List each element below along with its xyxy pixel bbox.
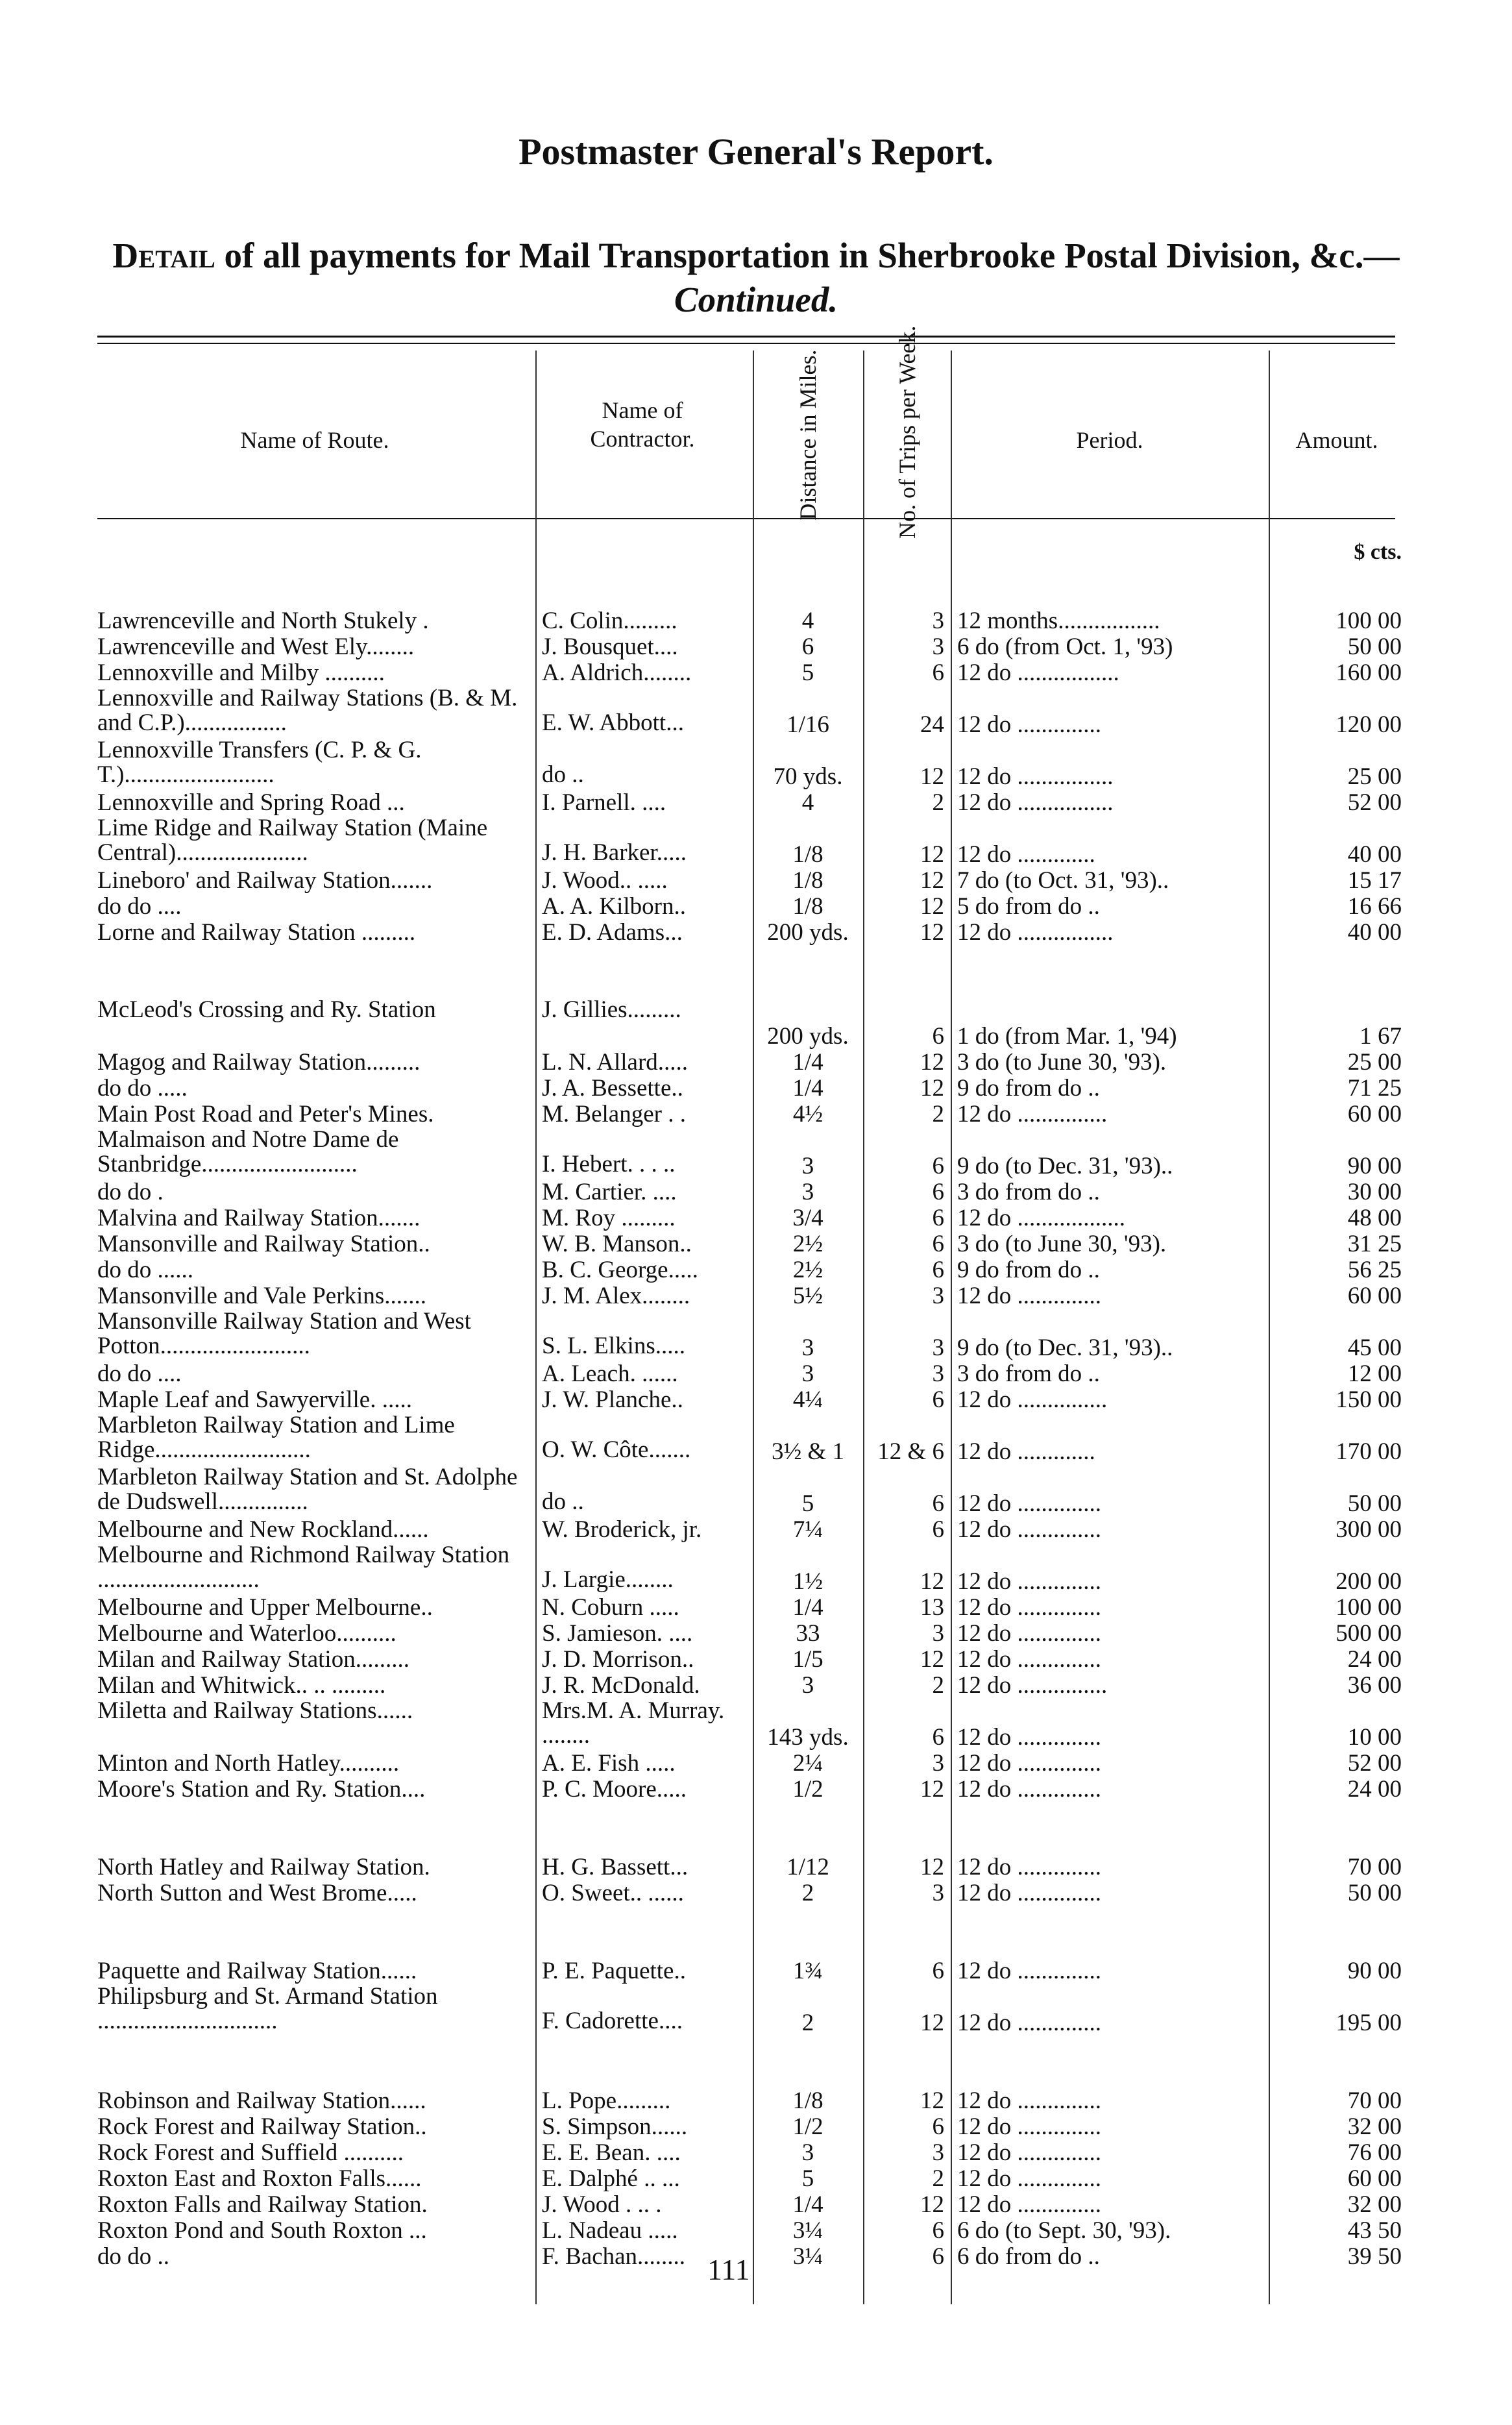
cell-period: 12 do .............. (957, 2165, 1101, 2192)
cell-distance: 1/8 (792, 841, 823, 868)
cell-route: Lime Ridge and Railway Station (Maine Central)...................... (97, 816, 488, 865)
cell-period: 3 do from do .. (957, 1360, 1100, 1387)
cell-trips: 3 (932, 1360, 944, 1387)
cell-contractor: J. Bousquet.... (542, 634, 678, 660)
cell-trips: 6 (932, 2243, 944, 2270)
cell-period: 9 do (to Dec. 31, '93).. (957, 1335, 1173, 1361)
cell-amount: 60 00 (1347, 1101, 1402, 1127)
cell-distance: 1/16 (786, 711, 829, 738)
cell-period: 12 months................. (957, 608, 1160, 634)
cell-period: 12 do .............. (957, 1516, 1101, 1543)
cell-period: 12 do .............. (957, 1724, 1101, 1751)
cell-route: Lawrenceville and North Stukely . (97, 608, 429, 634)
cell-distance: 1½ (792, 1568, 823, 1595)
cell-amount: 50 00 (1347, 1490, 1402, 1517)
cell-period: 12 do ............. (957, 841, 1095, 868)
cell-route: Milan and Railway Station......... (97, 1646, 409, 1673)
cell-period: 12 do ............... (957, 1672, 1108, 1699)
cell-period: 12 do .............. (957, 2010, 1101, 2036)
cell-contractor: A. E. Fish ..... (542, 1750, 676, 1777)
cell-period: 3 do (to June 30, '93). (957, 1231, 1167, 1257)
cell-contractor: J. Gillies......... (542, 998, 681, 1022)
cell-contractor: E. W. Abbott... (542, 711, 684, 735)
cell-contractor: L. Pope......... (542, 2087, 671, 2114)
cell-amount: 31 25 (1347, 1231, 1402, 1257)
cell-route: do do .. (97, 2243, 169, 2270)
cell-period: 12 do .............. (957, 711, 1101, 738)
cell-period: 12 do .............. (957, 1750, 1101, 1777)
cell-trips: 12 (920, 2087, 944, 2114)
cell-trips: 12 (920, 1776, 944, 1803)
cell-distance: 143 yds. (767, 1724, 849, 1751)
cell-amount: 50 00 (1347, 1880, 1402, 1906)
cell-amount: 90 00 (1347, 1153, 1402, 1179)
cell-period: 12 do .............. (957, 2139, 1101, 2166)
cell-period: 12 do ............... (957, 1101, 1108, 1127)
cell-distance: 3 (801, 1179, 814, 1205)
cell-trips: 12 (920, 841, 944, 868)
cell-trips: 12 (920, 919, 944, 946)
cell-distance: 1¾ (792, 1958, 823, 1984)
cell-distance: 3 (801, 2139, 814, 2166)
cell-contractor: J. Largie........ (542, 1568, 674, 1592)
cell-distance: 4 (801, 789, 814, 816)
cell-amount: 200 00 (1335, 1568, 1402, 1595)
cell-amount: 24 00 (1347, 1646, 1402, 1673)
cell-distance: 3/4 (792, 1205, 823, 1231)
cell-amount: 160 00 (1335, 659, 1402, 686)
cell-amount: 170 00 (1335, 1438, 1402, 1465)
cell-route: Minton and North Hatley.......... (97, 1750, 400, 1777)
cell-route: Marbleton Railway Station and Lime Ridge.......................... (97, 1413, 455, 1462)
cell-trips: 6 (932, 1257, 944, 1283)
cell-contractor: J. A. Bessette.. (542, 1075, 683, 1102)
cell-contractor: A. Leach. ...... (542, 1360, 678, 1387)
cell-contractor: F. Bachan........ (542, 2243, 686, 2270)
cell-route: Melbourne and Waterloo.......... (97, 1620, 396, 1647)
cell-period: 12 do .............. (957, 1646, 1101, 1673)
cell-period: 12 do ............. (957, 1438, 1095, 1465)
cell-distance: 1/4 (792, 2191, 823, 2218)
cell-trips: 6 (932, 1386, 944, 1413)
cell-trips: 12 (920, 1049, 944, 1076)
cell-contractor: I. Hebert. . . .. (542, 1152, 676, 1177)
cell-period: 12 do .............. (957, 1568, 1101, 1595)
cell-route: do do . (97, 1179, 164, 1205)
cell-trips: 6 (932, 1023, 944, 1050)
cell-trips: 2 (932, 2165, 944, 2192)
cell-route: Melbourne and New Rockland...... (97, 1516, 429, 1543)
cell-contractor: J. D. Morrison.. (542, 1646, 694, 1673)
cell-contractor: B. C. George..... (542, 1257, 698, 1283)
cell-amount: 12 00 (1347, 1360, 1402, 1387)
cell-trips: 6 (932, 1958, 944, 1984)
cell-distance: 3¼ (792, 2217, 823, 2244)
cell-distance: 3 (801, 1360, 814, 1387)
cell-period: 12 do .............. (957, 1880, 1101, 1906)
cell-period: 12 do .............. (957, 2191, 1101, 2218)
cell-distance: 200 yds. (767, 1023, 849, 1050)
cell-contractor: do .. (542, 763, 584, 787)
cell-trips: 12 (920, 2010, 944, 2036)
cell-route: Melbourne and Upper Melbourne.. (97, 1594, 433, 1621)
cell-trips: 3 (932, 1283, 944, 1309)
cell-distance: 3½ & 1 (771, 1438, 845, 1465)
cell-contractor: N. Coburn ..... (542, 1594, 679, 1621)
cell-trips: 3 (932, 1335, 944, 1361)
cell-period: 1 do (from Mar. 1, '94) (957, 1023, 1177, 1050)
cell-distance: 1/8 (792, 893, 823, 920)
cell-amount: 39 50 (1347, 2243, 1402, 2270)
cell-period: 7 do (to Oct. 31, '93).. (957, 867, 1169, 894)
cell-distance: 2¼ (792, 1750, 823, 1777)
cell-period: 12 do ................ (957, 763, 1114, 790)
cell-distance: 3 (801, 1335, 814, 1361)
cell-period: 12 do ................. (957, 659, 1119, 686)
cell-route: do do ..... (97, 1075, 188, 1102)
page-number: 111 (707, 2253, 750, 2286)
cell-contractor: S. Jamieson. .... (542, 1620, 693, 1647)
cell-route: McLeod's Crossing and Ry. Station (97, 998, 436, 1022)
cell-route: Lawrenceville and West Ely........ (97, 634, 415, 660)
cell-contractor: M. Belanger . . (542, 1101, 686, 1127)
cell-route: Milan and Whitwick.. .. ......... (97, 1672, 386, 1699)
cell-amount: 60 00 (1347, 2165, 1402, 2192)
heading-lead: Detail (112, 236, 215, 275)
cell-amount: 90 00 (1347, 1958, 1402, 1984)
cell-route: Malmaison and Notre Dame de Stanbridge.......................... (97, 1127, 399, 1177)
cell-amount: 10 00 (1347, 1724, 1402, 1751)
cell-distance: 1/12 (786, 1854, 829, 1880)
cell-contractor: W. Broderick, jr. (542, 1516, 702, 1543)
cell-amount: 56 25 (1347, 1257, 1402, 1283)
cell-trips: 24 (920, 711, 944, 738)
cell-trips: 12 & 6 (877, 1438, 944, 1465)
cell-route: Main Post Road and Peter's Mines. (97, 1101, 434, 1127)
cell-amount: 24 00 (1347, 1776, 1402, 1803)
cell-amount: 32 00 (1347, 2191, 1402, 2218)
cell-trips: 3 (932, 1880, 944, 1906)
header-contractor: Name of Contractor. (590, 397, 695, 452)
cell-period: 12 do ................ (957, 919, 1114, 946)
cell-contractor: C. Colin......... (542, 608, 677, 634)
cell-amount: 500 00 (1335, 1620, 1402, 1647)
cell-trips: 2 (932, 1672, 944, 1699)
cell-contractor: I. Parnell. .... (542, 789, 666, 816)
cell-contractor: J. Wood . .. . (542, 2191, 662, 2218)
cell-route: North Sutton and West Brome..... (97, 1880, 417, 1906)
cell-trips: 12 (920, 893, 944, 920)
cell-contractor: M. Cartier. .... (542, 1179, 677, 1205)
cell-contractor: Mrs.M. A. Murray. ........ (542, 1699, 725, 1748)
cell-trips: 12 (920, 1854, 944, 1880)
cell-amount: 50 00 (1347, 634, 1402, 660)
cell-route: Mansonville Railway Station and West Potton......................... (97, 1309, 471, 1359)
cell-route: Paquette and Railway Station...... (97, 1958, 417, 1984)
cell-distance: 3 (801, 1153, 814, 1179)
cell-amount: 76 00 (1347, 2139, 1402, 2166)
cell-route: Lennoxville and Railway Stations (B. & M. and C.P.)................. (97, 686, 518, 735)
cell-trips: 6 (932, 2113, 944, 2140)
cell-amount: 25 00 (1347, 1049, 1402, 1076)
cell-distance: 5 (801, 659, 814, 686)
cell-period: 12 do .............. (957, 1958, 1101, 1984)
cell-period: 6 do (from Oct. 1, '93) (957, 634, 1173, 660)
cell-amount: 40 00 (1347, 841, 1402, 868)
cell-contractor: S. Simpson...... (542, 2113, 688, 2140)
cell-period: 12 do .............. (957, 2113, 1101, 2140)
cell-contractor: P. E. Paquette.. (542, 1958, 686, 1984)
cell-amount: 70 00 (1347, 1854, 1402, 1880)
cell-distance: 1/4 (792, 1594, 823, 1621)
cell-period: 12 do .............. (957, 1620, 1101, 1647)
cell-amount: 48 00 (1347, 1205, 1402, 1231)
cell-distance: 1/4 (792, 1049, 823, 1076)
cell-amount: 120 00 (1335, 711, 1402, 738)
cell-period: 12 do .............. (957, 1854, 1101, 1880)
cell-period: 9 do (to Dec. 31, '93).. (957, 1153, 1173, 1179)
cell-trips: 2 (932, 789, 944, 816)
cell-trips: 6 (932, 1179, 944, 1205)
cell-distance: 200 yds. (767, 919, 849, 946)
cell-contractor: M. Roy ......... (542, 1205, 676, 1231)
cell-route: Lorne and Railway Station ......... (97, 919, 416, 946)
cell-route: Roxton Pond and South Roxton ... (97, 2217, 427, 2244)
cell-trips: 6 (932, 1516, 944, 1543)
cell-period: 12 do .............. (957, 1776, 1101, 1803)
cell-amount: 52 00 (1347, 789, 1402, 816)
cell-amount: 45 00 (1347, 1335, 1402, 1361)
cell-trips: 3 (932, 2139, 944, 2166)
cell-amount: 100 00 (1335, 608, 1402, 634)
cell-distance: 5 (801, 2165, 814, 2192)
cell-amount: 25 00 (1347, 763, 1402, 790)
cell-trips: 6 (932, 659, 944, 686)
cell-contractor: F. Cadorette.... (542, 2009, 683, 2034)
cell-period: 12 do .............. (957, 1490, 1101, 1517)
cell-period: 9 do from do .. (957, 1257, 1100, 1283)
cell-contractor: J. M. Alex........ (542, 1283, 690, 1309)
cell-period: 12 do ............... (957, 1386, 1108, 1413)
cell-distance: 5½ (792, 1283, 823, 1309)
cell-route: do do .... (97, 893, 182, 920)
cell-amount: 71 25 (1347, 1075, 1402, 1102)
cell-distance: 2 (801, 1880, 814, 1906)
cell-contractor: E. E. Bean. .... (542, 2139, 681, 2166)
cell-distance: 3¼ (792, 2243, 823, 2270)
cell-contractor: O. Sweet.. ...... (542, 1880, 684, 1906)
cell-trips: 13 (920, 1594, 944, 1621)
cell-route: Moore's Station and Ry. Station.... (97, 1776, 426, 1803)
cell-route: Magog and Railway Station......... (97, 1049, 421, 1076)
cell-amount: 43 50 (1347, 2217, 1402, 2244)
cell-route: Miletta and Railway Stations...... (97, 1699, 413, 1723)
cell-distance: 4¼ (792, 1386, 823, 1413)
cell-period: 12 do .............. (957, 2087, 1101, 2114)
cell-contractor: A. A. Kilborn.. (542, 893, 686, 920)
cell-contractor: E. D. Adams... (542, 919, 683, 946)
header-trips: No. of Trips per Week. (894, 325, 920, 539)
cell-trips: 3 (932, 634, 944, 660)
cell-period: 6 do (to Sept. 30, '93). (957, 2217, 1171, 2244)
cell-route: Lennoxville Transfers (C. P. & G. T.)......................... (97, 738, 422, 787)
heading-tail: Continued. (674, 280, 838, 319)
cell-distance: 70 yds. (773, 763, 843, 790)
cell-trips: 12 (920, 867, 944, 894)
cell-period: 12 do .............. (957, 1594, 1101, 1621)
cell-contractor: L. N. Allard..... (542, 1049, 689, 1076)
cell-trips: 6 (932, 1490, 944, 1517)
cell-contractor: S. L. Elkins..... (542, 1334, 685, 1359)
cell-route: Rock Forest and Suffield .......... (97, 2139, 404, 2166)
cell-amount: 1 67 (1360, 1023, 1402, 1050)
cell-distance: 7¼ (792, 1516, 823, 1543)
cell-distance: 2 (801, 2010, 814, 2036)
cell-amount: 195 00 (1335, 2010, 1402, 2036)
header-amount: Amount. (1295, 427, 1378, 453)
cell-distance: 33 (796, 1620, 820, 1647)
cell-trips: 3 (932, 1750, 944, 1777)
cell-amount: 70 00 (1347, 2087, 1402, 2114)
cell-contractor: O. W. Côte....... (542, 1438, 691, 1462)
cell-route: Maple Leaf and Sawyerville. ..... (97, 1386, 412, 1413)
cell-period: 12 do .............. (957, 1283, 1101, 1309)
cell-distance: 1/8 (792, 867, 823, 894)
cell-amount: 36 00 (1347, 1672, 1402, 1699)
cell-trips: 2 (932, 1101, 944, 1127)
cell-route: Marbleton Railway Station and St. Adolphe de Dudswell............... (97, 1465, 518, 1514)
cell-amount: 30 00 (1347, 1179, 1402, 1205)
cell-contractor: H. G. Bassett... (542, 1854, 689, 1880)
cell-distance: 4½ (792, 1101, 823, 1127)
cell-route: Roxton Falls and Railway Station. (97, 2191, 428, 2218)
heading-main: of all payments for Mail Transportation in Sherbrooke Postal Division, &c.— (224, 236, 1400, 275)
cell-distance: 1/8 (792, 2087, 823, 2114)
cell-contractor: L. Nadeau ..... (542, 2217, 678, 2244)
cell-period: 6 do from do .. (957, 2243, 1100, 2270)
cell-period: 12 do ................ (957, 789, 1114, 816)
cell-trips: 6 (932, 2217, 944, 2244)
cell-trips: 6 (932, 1153, 944, 1179)
cell-distance: 1/2 (792, 2113, 823, 2140)
cell-distance: 4 (801, 608, 814, 634)
cell-trips: 3 (932, 1620, 944, 1647)
cell-period: 5 do from do .. (957, 893, 1100, 920)
cell-contractor: J. H. Barker..... (542, 841, 687, 865)
cell-period: 12 do .................. (957, 1205, 1125, 1231)
cell-route: Lennoxville and Spring Road ... (97, 789, 405, 816)
cell-trips: 6 (932, 1205, 944, 1231)
cell-amount: 32 00 (1347, 2113, 1402, 2140)
cell-distance: 3 (801, 1672, 814, 1699)
cell-trips: 12 (920, 1646, 944, 1673)
cell-period: 3 do (to June 30, '93). (957, 1049, 1167, 1076)
cell-trips: 6 (932, 1231, 944, 1257)
cell-trips: 6 (932, 1724, 944, 1751)
cell-distance: 1/4 (792, 1075, 823, 1102)
cell-contractor: W. B. Manson.. (542, 1231, 692, 1257)
cell-route: Lennoxville and Milby .......... (97, 659, 385, 686)
cell-distance: 1/5 (792, 1646, 823, 1673)
cell-contractor: do .. (542, 1490, 584, 1514)
header-route: Name of Route. (240, 427, 389, 453)
units-label: $ cts. (1354, 540, 1402, 564)
cell-route: Mansonville and Railway Station.. (97, 1231, 430, 1257)
cell-route: do do .... (97, 1360, 182, 1387)
report-title: Postmaster General's Report. (518, 130, 994, 173)
cell-trips: 12 (920, 1568, 944, 1595)
cell-route: Roxton East and Roxton Falls...... (97, 2165, 422, 2192)
cell-trips: 3 (932, 608, 944, 634)
cell-distance: 6 (801, 634, 814, 660)
cell-route: Malvina and Railway Station....... (97, 1205, 421, 1231)
cell-trips: 12 (920, 763, 944, 790)
cell-distance: 2½ (792, 1257, 823, 1283)
cell-route: Robinson and Railway Station...... (97, 2087, 426, 2114)
header-period: Period. (1076, 427, 1143, 453)
header-distance: Distance in Miles. (795, 349, 821, 521)
cell-route: do do ...... (97, 1257, 193, 1283)
cell-amount: 15 17 (1347, 867, 1402, 894)
cell-contractor: A. Aldrich........ (542, 659, 692, 686)
cell-contractor: J. R. McDonald. (542, 1672, 700, 1699)
cell-route: Mansonville and Vale Perkins....... (97, 1283, 426, 1309)
cell-amount: 52 00 (1347, 1750, 1402, 1777)
cell-amount: 60 00 (1347, 1283, 1402, 1309)
cell-route: Rock Forest and Railway Station.. (97, 2113, 427, 2140)
cell-contractor: P. C. Moore..... (542, 1776, 687, 1803)
cell-contractor: J. W. Planche.. (542, 1386, 683, 1413)
cell-distance: 5 (801, 1490, 814, 1517)
cell-amount: 300 00 (1335, 1516, 1402, 1543)
cell-contractor: J. Wood.. ..... (542, 867, 668, 894)
cell-period: 3 do from do .. (957, 1179, 1100, 1205)
cell-amount: 100 00 (1335, 1594, 1402, 1621)
cell-trips: 12 (920, 1075, 944, 1102)
cell-route: North Hatley and Railway Station. (97, 1854, 430, 1880)
cell-amount: 150 00 (1335, 1386, 1402, 1413)
cell-amount: 40 00 (1347, 919, 1402, 946)
cell-distance: 1/2 (792, 1776, 823, 1803)
cell-contractor: E. Dalphé .. ... (542, 2165, 680, 2192)
cell-trips: 12 (920, 2191, 944, 2218)
cell-amount: 16 66 (1347, 893, 1402, 920)
cell-route: Melbourne and Richmond Railway Station ........................... (97, 1543, 510, 1592)
cell-period: 9 do from do .. (957, 1075, 1100, 1102)
cell-route: Philipsburg and St. Armand Station .............................. (97, 1984, 438, 2034)
cell-route: Lineboro' and Railway Station....... (97, 867, 433, 894)
cell-distance: 2½ (792, 1231, 823, 1257)
